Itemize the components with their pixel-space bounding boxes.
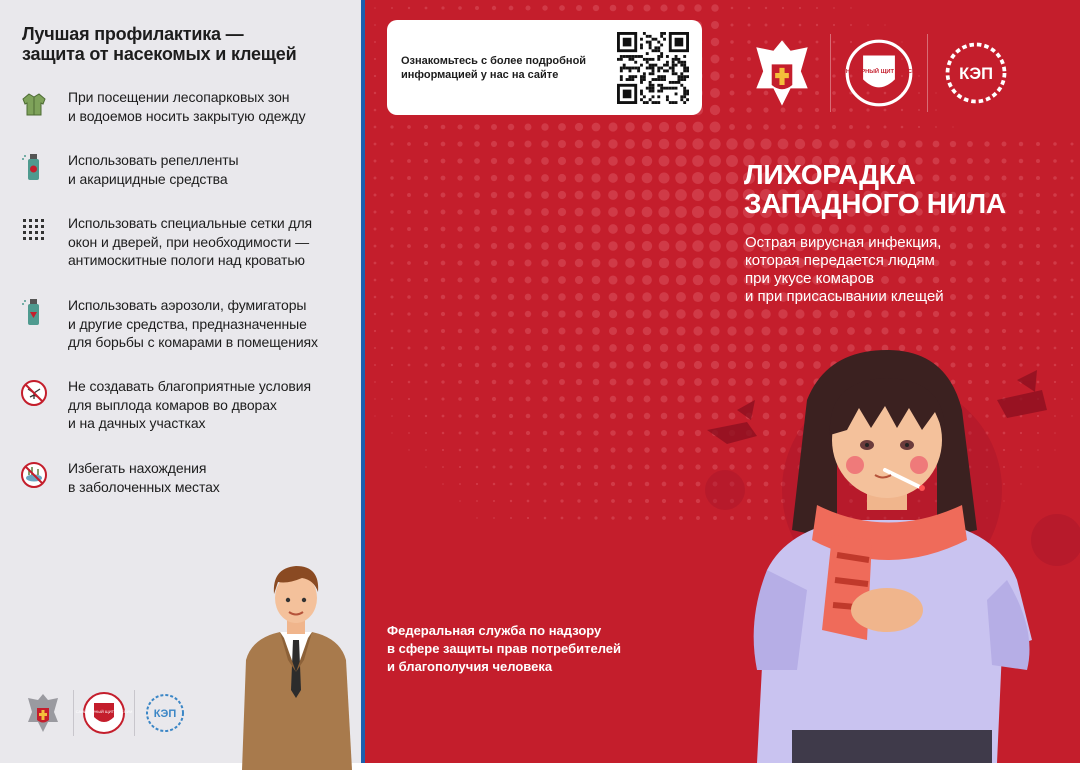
svg-text:САНИТАРНЫЙ ЩИТ РОССИИ: САНИТАРНЫЙ ЩИТ РОССИИ — [75, 709, 133, 714]
emblem-icon — [20, 688, 66, 738]
repellent-spray-icon — [20, 153, 48, 181]
prevention-heading: Лучшая профилактика — защита от насекомых и клещей — [22, 24, 297, 64]
emblem-icon — [743, 34, 821, 112]
sanitary-shield-logo — [75, 688, 133, 738]
mosquito-left-icon — [707, 400, 757, 444]
prevention-panel — [0, 0, 358, 763]
aerosol-icon — [20, 298, 48, 326]
svg-text:КЭП: КЭП — [153, 708, 177, 720]
cover-panel — [367, 0, 1080, 763]
tip-repellents: Использовать репелленты и акарицидные средства — [20, 151, 350, 188]
mesh-net-icon — [20, 216, 48, 244]
sanitary-shield-logo — [837, 34, 921, 112]
tip-avoid-swamps: Избегать нахождения в заболоченных местах — [20, 459, 350, 496]
svg-text:КЭП: КЭП — [959, 65, 993, 83]
disease-description: Острая вирусная инфекция, которая передается людям при укусе комаров и при присасывании клещей — [745, 234, 944, 305]
no-swamp-icon — [20, 461, 48, 489]
man-illustration — [232, 560, 360, 770]
small-logos — [20, 683, 188, 743]
header-logos — [743, 34, 1015, 112]
agency-name: Федеральная служба по надзору в сфере защиты прав потребителей и благополучия человека — [387, 623, 621, 674]
qr-code[interactable] — [617, 32, 689, 104]
tip-window-nets: Использовать специальные сетки для окон и дверей, при необходимости — антимоскитные пологи над кроватью — [20, 214, 350, 270]
qr-caption: Ознакомьтесь с более подробной информацией у нас на сайте — [401, 55, 587, 81]
tip-closed-clothing: При посещении лесопарковых зон и водоемов носить закрытую одежду — [20, 88, 350, 125]
kep-logo — [937, 34, 1015, 112]
divider-stripe — [358, 0, 367, 763]
sick-girl-illustration — [697, 340, 1080, 763]
qr-card[interactable] — [387, 20, 702, 115]
tip-aerosols: Использовать аэрозоли, фумигаторы и другие средства, предназначенные для борьбы с комарами в помещениях — [20, 296, 350, 352]
page-title: ЛИХОРАДКА ЗАПАДНОГО НИЛА — [744, 159, 1006, 219]
mosquito-right-icon — [997, 370, 1047, 418]
kep-logo — [142, 688, 188, 738]
tip-no-breeding: Не создавать благоприятные условия для выплода комаров во дворах и на дачных участках — [20, 377, 350, 433]
jacket-icon — [20, 90, 48, 118]
no-mosquito-icon — [20, 379, 48, 407]
svg-text:САНИТАРНЫЙ ЩИТ РОССИИ: САНИТАРНЫЙ ЩИТ РОССИИ — [837, 69, 921, 75]
